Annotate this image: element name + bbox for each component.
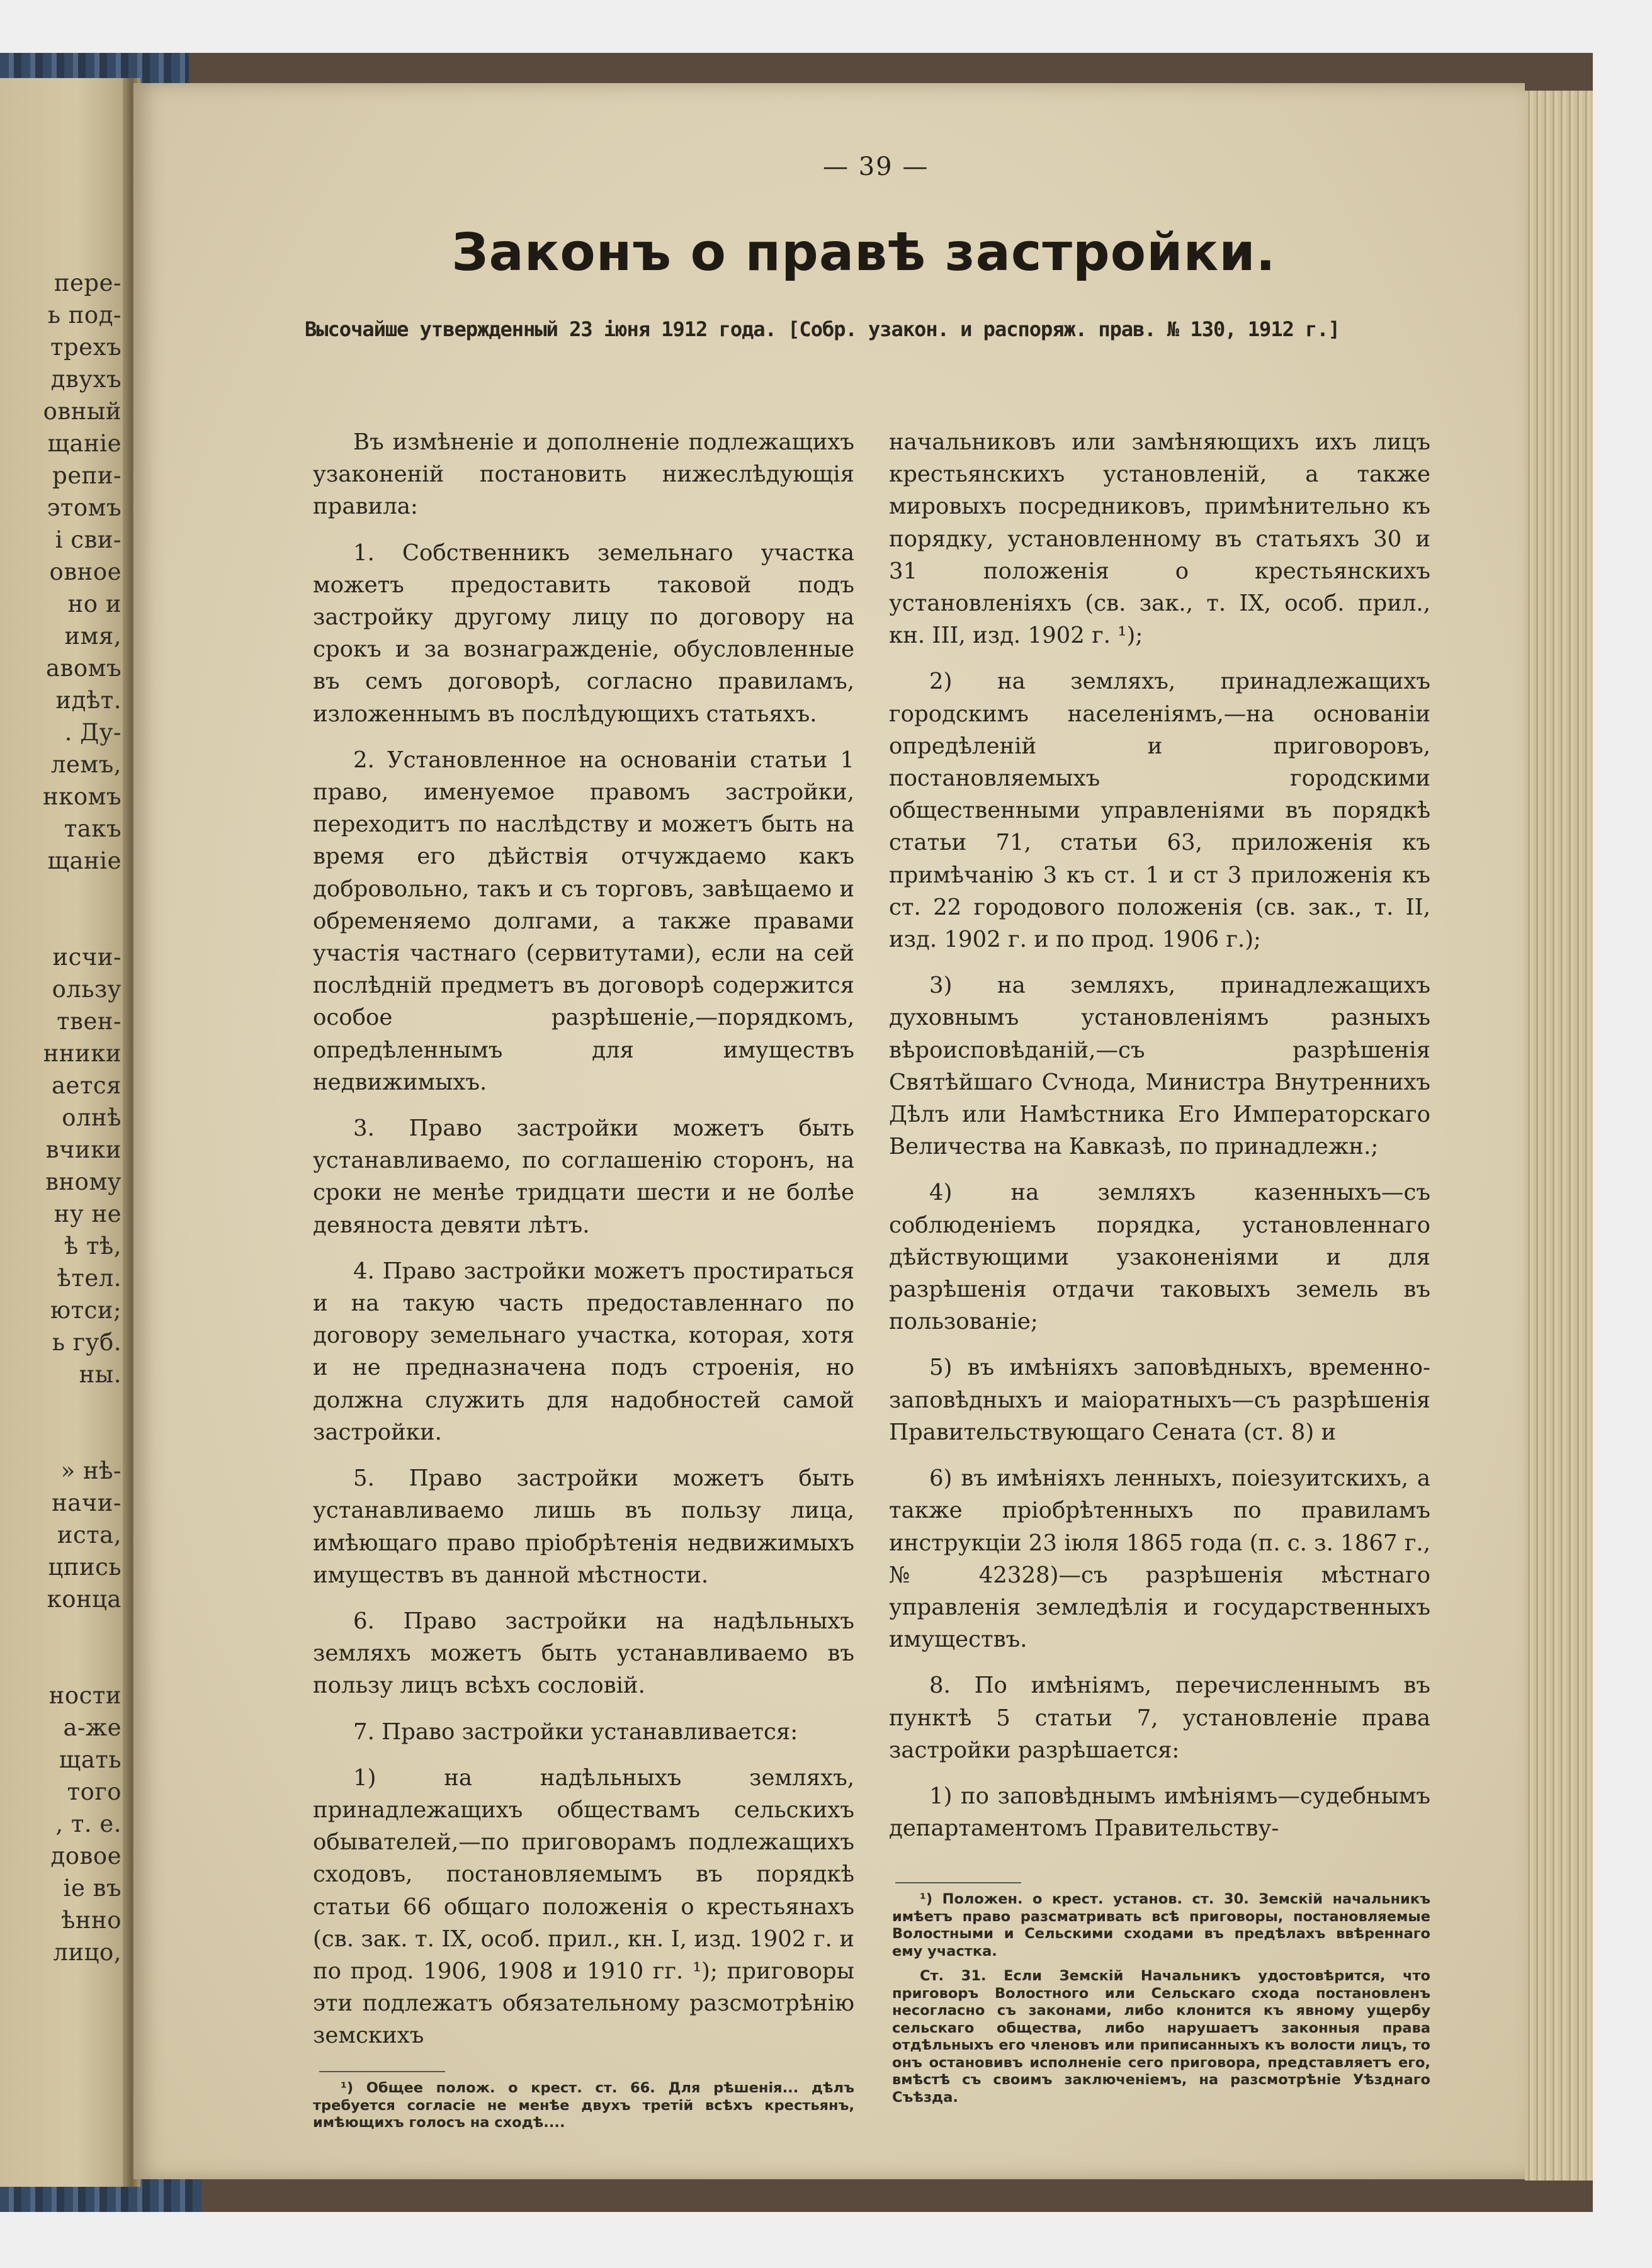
paragraph: 2) на земляхъ, принадлежащихъ городскимъ населеніямъ,—на основаніи опредѣленій и приговоровъ, постановляемыхъ городскими общественными управленіями въ порядкѣ статьи 71, статьи 63, приложенія къ примѣчанію 3 къ ст. 1 и ст 3 приложенія къ ст. 22 городового положенія (св. зак., т. II, изд. 1902 г. и по прод. 1906 г.); <box>889 669 1430 953</box>
left-page-fragment: нкомъ <box>43 783 122 810</box>
left-page-fragment: двухъ <box>50 366 122 393</box>
footnote-rule-left <box>319 2071 445 2072</box>
left-page-fragment <box>43 1615 122 1647</box>
left-page-fragment: ается <box>52 1072 122 1099</box>
left-page-fragment: идѣт. <box>55 687 122 714</box>
footnote-rule-right <box>895 1882 1021 1883</box>
left-page-fragment: щаніе <box>47 847 122 874</box>
left-page-fragment: такъ <box>64 815 122 842</box>
left-page-fragment: овное <box>49 558 122 585</box>
left-page-fragment <box>43 1423 122 1455</box>
left-page-fragment: цпись <box>48 1554 122 1581</box>
paragraph: 3. Право застройки можетъ быть устанавливаемо, по соглашенію сторонъ, на сроки не менѣе тридцати шести и не болѣе девяноста девяти лѣтъ. <box>313 1115 854 1238</box>
page-subtitle: Высочайше утвержденный 23 іюня 1912 года. [Собр. узакон. и распоряж. прав. № 130, 1912 г.] <box>305 317 1340 341</box>
left-page-fragment: имя, <box>64 623 122 650</box>
left-page-fragment: ны. <box>79 1361 122 1388</box>
paragraph: 4. Право застройки можетъ простираться и на такую часть предоставленнаго по договору земельнаго участка, которая, хотя и не предназначена подъ строенія, но должна служить для надобностей самой застройки. <box>313 1258 854 1445</box>
left-page-fragment: пере- <box>54 269 122 296</box>
left-page-fragment: щать <box>59 1746 122 1773</box>
paragraph: начальниковъ или замѣняющихъ ихъ лицъ крестьянскихъ установленій, а также мировыхъ посредниковъ, примѣнительно къ порядку, установленному въ статьяхъ 30 и 31 положенія о крестьянскихъ установленіяхъ (св. зак., т. IX, особ. прил., кн. III, изд. 1902 г. ¹); <box>889 429 1430 649</box>
page-title: Законъ о правѣ застройки. <box>451 223 1276 283</box>
left-page-fragment: иста, <box>57 1521 122 1549</box>
left-page-fragment: конца <box>47 1586 122 1613</box>
paragraph: 1. Собственникъ земельнаго участка можетъ предоставить таковой подъ застройку другому лицу по договору на срокъ и за вознагражденіе, обусловленные въ семъ договорѣ, согласно правиламъ, изложеннымъ въ послѣдующихъ статьяхъ. <box>313 539 854 727</box>
paragraph: 5. Право застройки можетъ быть устанавливаемо лишь въ пользу лица, имѣющаго право пріобрѣтенія недвижимыхъ имуществъ въ данной мѣстности. <box>313 1465 854 1588</box>
left-page-fragment: твен- <box>57 1008 122 1035</box>
left-page-fragment: репи- <box>52 462 122 489</box>
left-page-fragment: ну не <box>54 1200 122 1227</box>
paragraph: 1) на надѣльныхъ земляхъ, принадлежащихъ обществамъ сельскихъ обывателей,—по приговорамъ подлежащихъ сходовъ, постановляемымъ въ порядкѣ статьи 66 общаго положенія о крестьянахъ (св. зак. т. IX, особ. прил., кн. I, изд. 1902 г. и по прод. 1906, 1908 и 1910 гг. ¹); приговоры эти подлежатъ обязательному разсмотрѣнію земскихъ <box>313 1764 854 2049</box>
paragraph: 4) на земляхъ казенныхъ—съ соблюденіемъ порядка, установленнаго дѣйствующими узаконеніями и для разрѣшенія отдачи таковыхъ земель въ пользованіе; <box>889 1180 1430 1335</box>
left-page-fragment: нники <box>43 1040 122 1067</box>
left-page-fragment: ѣ тѣ, <box>64 1233 122 1260</box>
paragraph: 1) по заповѣднымъ имѣніямъ—судебнымъ департаментомъ Правительству- <box>889 1783 1430 1842</box>
left-page-fragment: ользу <box>52 976 122 1003</box>
left-page-fragment: ѣнно <box>61 1907 122 1934</box>
left-page-fragment: вному <box>45 1168 122 1195</box>
left-page-fragment: трехъ <box>50 334 122 361</box>
paragraph: 3) на земляхъ, принадлежащихъ духовнымъ установленіямъ разныхъ вѣроисповѣданій,—съ разрѣшенія Святѣйшаго Сѵнода, Министра Внутреннихъ Дѣлъ или Намѣстника Его Императорскаго Величества на Кавказѣ, по принадлежн.; <box>889 973 1430 1160</box>
footnote-text: ¹) Общее полож. о крест. ст. 66. Для рѣшенія... дѣлъ требуется согласіе не менѣе двухъ третій всѣхъ крестьянъ, имѣющихъ голосъ на сходѣ.... <box>313 2080 854 2131</box>
left-page-fragment: довое <box>50 1842 122 1870</box>
left-page-fragment: а-же <box>63 1714 122 1741</box>
paragraph: 2. Установленное на основаніи статьи 1 право, именуемое правомъ застройки, переходитъ по наслѣдству и можетъ быть на время его дѣйствія отчуждаемо какъ добровольно, такъ и съ торговъ, завѣщаемо и обременяемо долгами, а также правами участія частнаго (сервитутами), если на сей послѣдній предметъ въ договорѣ содержится особое разрѣшеніе,—порядкомъ, опредѣленнымъ для имуществъ недвижимыхъ. <box>313 747 854 1095</box>
left-page <box>0 78 129 2187</box>
left-page-fragment <box>43 877 122 909</box>
footnote-left <box>313 2080 854 2140</box>
left-page-fragment: начи- <box>52 1489 122 1516</box>
left-page-fragment <box>43 1391 122 1423</box>
left-page-fragment: щаніе <box>47 430 122 457</box>
left-page-text-fragments <box>43 267 122 1968</box>
footnote-text: Ст. 31. Если Земскій Начальникъ удостовѣрится, что приговоръ Волостного или Сельскаго схода постановленъ несогласно съ законами, либо клонится къ явному ущербу сельскаго общества, либо нарушаетъ законныя права отдѣльныхъ его членовъ или приписанныхъ къ волости лицъ, то онъ остановивъ исполненіе сего приговора, представляетъ его, вмѣстѣ съ своимъ заключеніемъ, на разсмотрѣніе Уѣзднаго Съѣзда. <box>892 1968 1430 2106</box>
left-page-fragment: исчи- <box>52 944 122 971</box>
left-page-fragment: лемъ, <box>51 751 122 778</box>
paragraph: 7. Право застройки устанавливается: <box>353 1718 798 1745</box>
footnote-right <box>892 1891 1430 2114</box>
paragraph: 6. Право застройки на надѣльныхъ земляхъ можетъ быть устанавливаемо въ пользу лицъ всѣхъ сословій. <box>313 1608 854 1699</box>
scanned-book-spread <box>0 53 1593 2212</box>
paragraph: 6) въ имѣніяхъ ленныхъ, поіезуитскихъ, а также пріобрѣтенныхъ по правиламъ инструкціи 23 іюля 1865 года (п. с. з. 1867 г., № 42328)—съ разрѣшенія мѣстнаго управленія земледѣлія и государственныхъ имуществъ. <box>889 1465 1430 1653</box>
footnote-text: ¹) Положен. о крест. установ. ст. 30. Земскій начальникъ имѣетъ право разсматривать всѣ приговоры, постановляемые Волостными и Сельскими сходами въ предѣлахъ ввѣреннаго ему участка. <box>892 1891 1430 1960</box>
left-page-fragment: вчики <box>45 1136 122 1163</box>
left-page-fragment: того <box>67 1778 122 1805</box>
paragraph: 5) въ имѣніяхъ заповѣдныхъ, временно-заповѣдныхъ и маіоратныхъ—съ разрѣшенія Правительствующаго Сената (ст. 8) и <box>889 1355 1430 1445</box>
left-page-fragment: этомъ <box>47 494 122 521</box>
left-page-fragment: іе въ <box>63 1875 122 1902</box>
left-page-fragment: ѣтел. <box>57 1265 122 1292</box>
left-page-fragment: і сви- <box>55 526 122 553</box>
left-page-fragment: овный <box>43 398 122 425</box>
left-page-fragment: . Ду- <box>64 719 122 746</box>
left-page-fragment: , т. е. <box>55 1810 122 1837</box>
left-page-fragment: авомъ <box>46 655 122 682</box>
left-page-fragment: но и <box>67 590 122 618</box>
left-page-fragment: ь под- <box>47 302 122 329</box>
left-page-fragment: » нѣ- <box>60 1457 122 1484</box>
page-stack-edge <box>1525 91 1593 2181</box>
left-page-fragment: лицо, <box>53 1939 122 1966</box>
left-page-fragment: ютси; <box>50 1297 122 1324</box>
left-page-fragment: ности <box>48 1682 122 1709</box>
paragraph: 8. По имѣніямъ, перечисленнымъ въ пунктѣ 5 статьи 7, установленіе права застройки разрѣшается: <box>889 1673 1430 1763</box>
left-page-fragment <box>43 1647 122 1679</box>
right-column <box>889 426 1430 1858</box>
paragraph: Въ измѣненіе и дополненіе подлежащихъ узаконеній постановить нижеслѣдующія правила: <box>313 429 854 520</box>
left-page-fragment: ь губ. <box>52 1329 122 1356</box>
page-number: — 39 — <box>823 152 929 181</box>
left-page-fragment <box>43 909 122 941</box>
right-page <box>133 83 1525 2179</box>
left-page-fragment: олнѣ <box>62 1104 122 1131</box>
left-column <box>313 426 854 2066</box>
